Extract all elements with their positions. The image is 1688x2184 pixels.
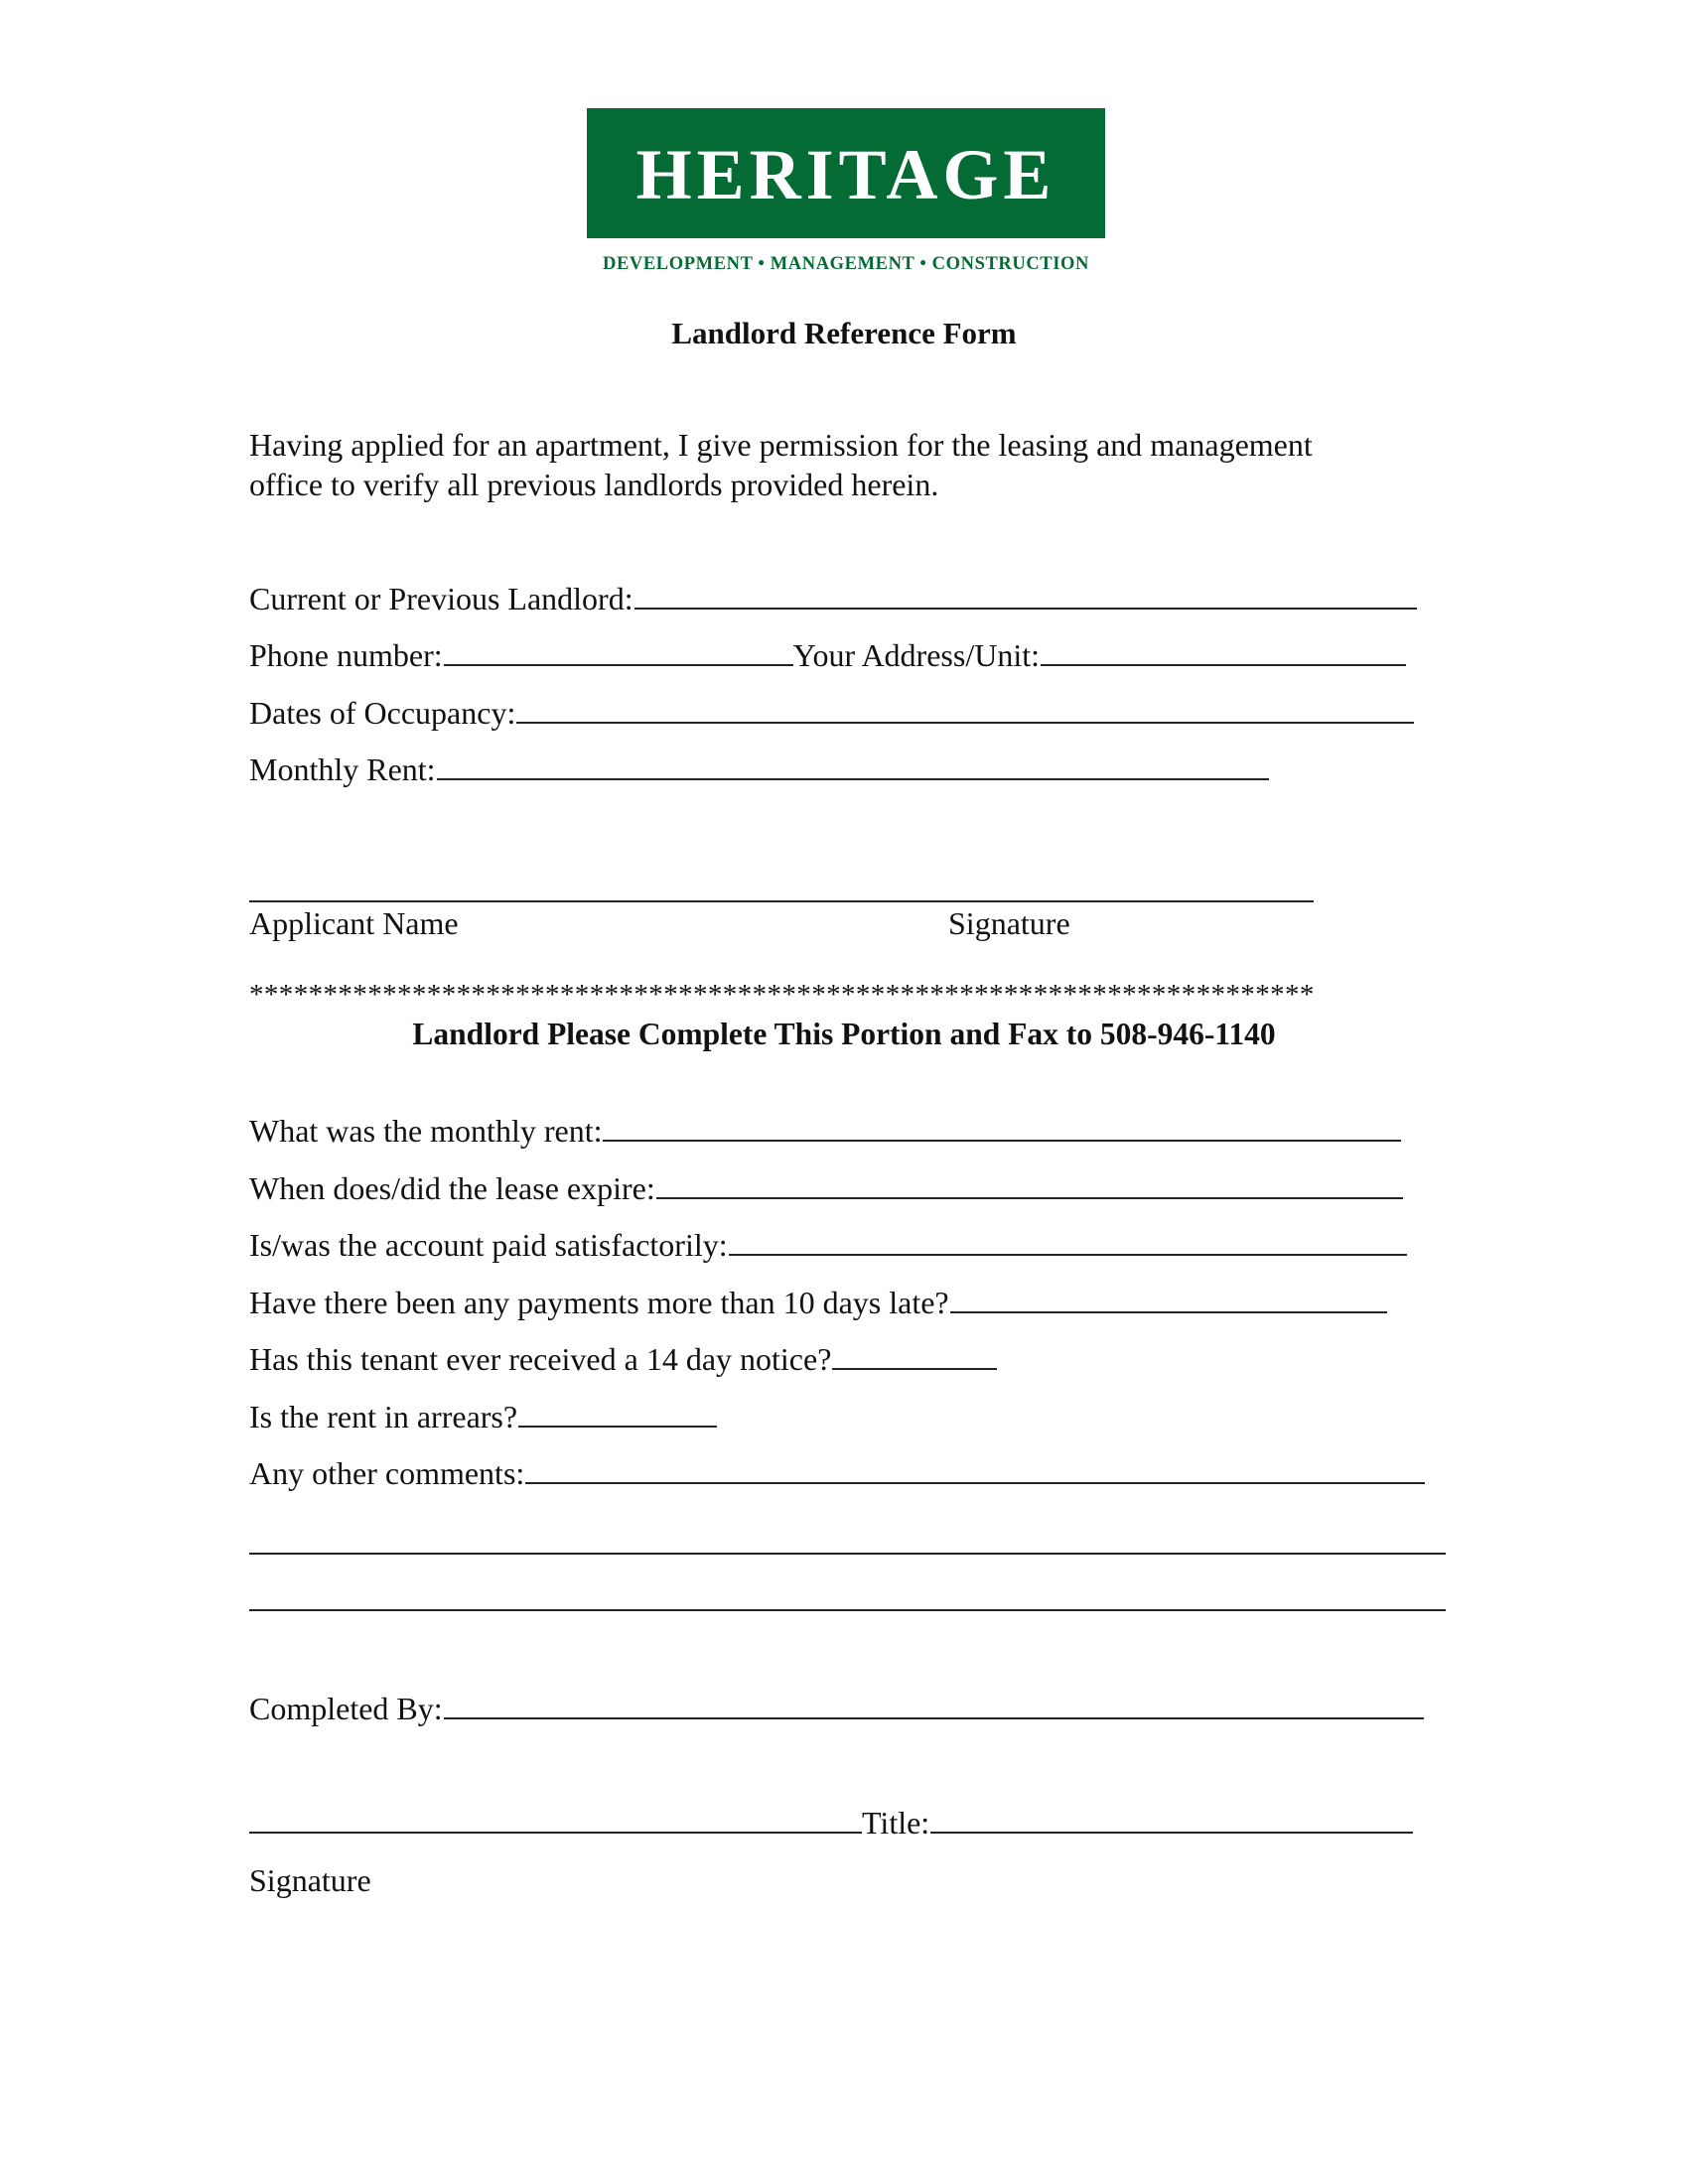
completed-by-field[interactable] [444,1717,1424,1719]
signature-title-row [249,1803,1413,1843]
monthly-rent-row [249,1111,1401,1151]
intro-line-1: Having applied for an apartment, I give permission for the leasing and management [249,427,1313,463]
logo-tagline: DEVELOPMENT • MANAGEMENT • CONSTRUCTION [603,254,1089,274]
notice-row [249,1339,997,1379]
completed-by-row [249,1689,1424,1728]
rent-row [249,750,1269,789]
monthly-rent-question: What was the monthly rent: [249,1113,603,1149]
arrears-question: Is the rent in arrears? [249,1399,518,1434]
monthly-rent-answer-field[interactable] [603,1140,1401,1142]
arrears-row [249,1397,717,1436]
address-field[interactable] [1041,664,1406,666]
phone-field[interactable] [444,664,793,666]
phone-label: Phone number: [249,637,443,673]
lease-expire-question: When does/did the lease expire: [249,1170,655,1206]
dates-row [249,693,1414,733]
lease-expire-answer-field[interactable] [656,1197,1403,1199]
arrears-answer-field[interactable] [518,1426,717,1428]
applicant-name-signature-line[interactable] [249,900,1314,902]
late-payments-question: Have there been any payments more than 10 days late? [249,1285,949,1320]
paid-satisfactorily-row [249,1225,1407,1265]
late-payments-answer-field[interactable] [950,1311,1387,1313]
phone-address-row [249,635,1406,675]
notice-question: Has this tenant ever received a 14 day notice? [249,1341,832,1377]
intro-line-2: office to verify all previous landlords provided herein. [249,467,939,502]
rent-label: Monthly Rent: [249,751,436,787]
comments-answer-field[interactable] [525,1482,1425,1484]
asterisk-divider: ************************************************************************ [249,979,1315,1011]
landlord-signature-field[interactable] [249,1832,862,1834]
heritage-logo [587,108,1105,238]
rent-field[interactable] [437,778,1269,780]
landlord-label: Current or Previous Landlord: [249,581,633,616]
late-payments-row [249,1283,1387,1322]
title-label: Title: [862,1805,930,1841]
paid-satisfactorily-question: Is/was the account paid satisfactorily: [249,1227,728,1263]
comments-row [249,1453,1425,1493]
dates-field[interactable] [516,722,1414,724]
address-label: Your Address/Unit: [792,637,1040,673]
dates-label: Dates of Occupancy: [249,695,516,731]
intro-paragraph [249,425,1441,504]
completed-by-label: Completed By: [249,1691,443,1726]
applicant-signature-caption: Signature [948,905,1070,941]
applicant-name-caption: Applicant Name [249,905,459,941]
notice-answer-field[interactable] [832,1368,997,1370]
form-title: Landlord Reference Form [671,316,1017,350]
logo-wordmark: HERITAGE [635,134,1056,214]
landlord-signature-caption: Signature [249,1862,371,1898]
landlord-row [249,579,1417,618]
comments-extra-line-1[interactable] [249,1553,1446,1555]
landlord-section-title: Landlord Please Complete This Portion and Fax to 508-946-1140 [412,1017,1276,1051]
landlord-field[interactable] [634,608,1417,610]
title-field[interactable] [930,1832,1413,1834]
comments-question: Any other comments: [249,1455,525,1491]
comments-extra-line-2[interactable] [249,1609,1446,1611]
paid-satisfactorily-answer-field[interactable] [729,1254,1407,1256]
lease-expire-row [249,1168,1403,1208]
